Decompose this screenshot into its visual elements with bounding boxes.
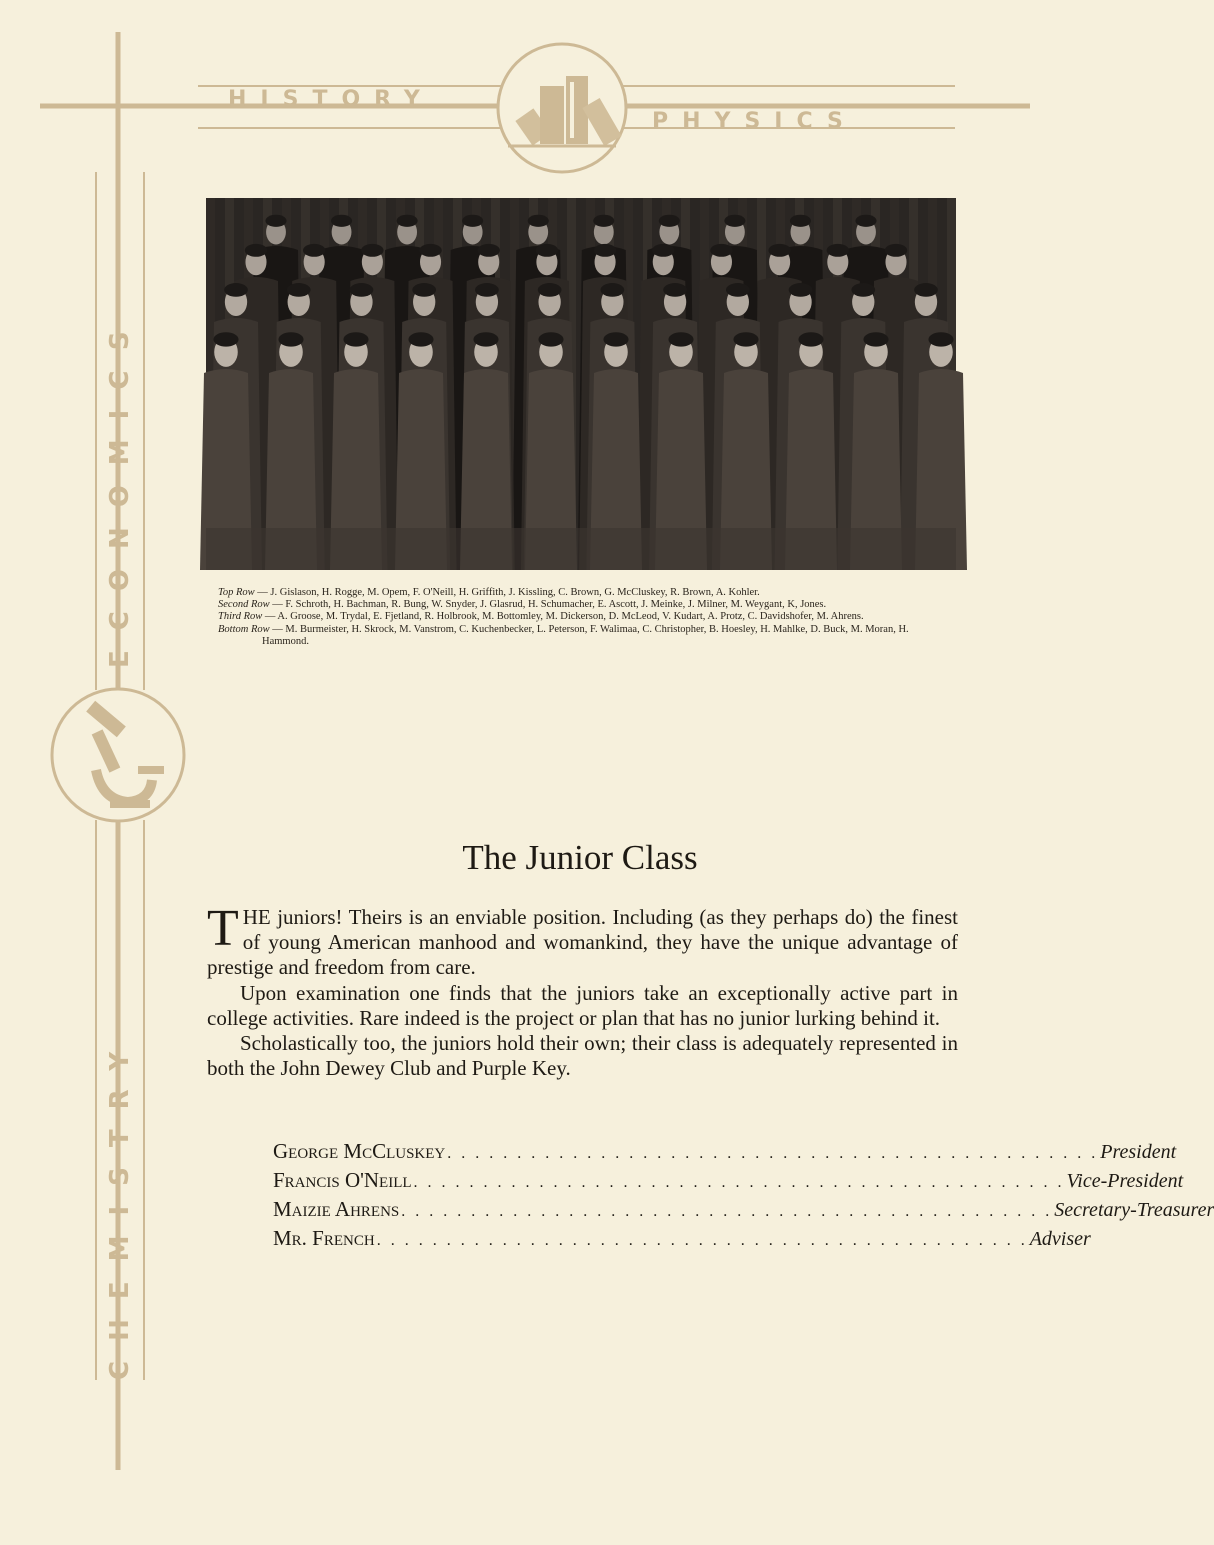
person-hair <box>331 215 352 227</box>
person-hair <box>538 283 562 297</box>
person-hair <box>224 283 248 297</box>
person-hair <box>885 244 907 257</box>
person-hair <box>412 283 436 297</box>
person-hair <box>652 244 674 257</box>
person-hair <box>593 215 614 227</box>
officer-name: Francis O'Neill <box>273 1168 412 1192</box>
officer-role: Secretary-Treasurer <box>1054 1199 1214 1221</box>
person-hair <box>663 283 687 297</box>
leader-dots: . . . . . . . . . . . . . . . . . . . . . . . . . . . . . . . . . . . . . . . . . . . . . . . <box>413 1174 1065 1191</box>
person-hair <box>790 215 811 227</box>
photo-floor <box>206 528 956 570</box>
person-hair <box>343 332 368 346</box>
row-label: Second Row <box>218 599 270 611</box>
chemistry-label: CHEMISTRY <box>105 1031 135 1380</box>
person-hair <box>798 332 823 346</box>
photo-captions <box>218 587 958 648</box>
class-group-photo <box>206 198 956 570</box>
person-hair <box>724 215 745 227</box>
row-names: — A. Groose, M. Trydal, E. Fjetland, R. Holbrook, M. Bottomley, M. Dickerson, D. McLeod, V. Kudart, A. Protz, C. Davidshofer, M. Ahrens. <box>264 611 864 623</box>
person-hair <box>733 332 758 346</box>
physics-label: PHYSICS <box>652 109 857 134</box>
paragraph-3: Scholastically too, the juniors hold their own; their class is adequately represented in both the John Dewey Club and Purple Key. <box>207 1031 958 1081</box>
row-names: — F. Schroth, H. Bachman, R. Bung, W. Snyder, J. Glasrud, H. Schumacher, E. Ascott, J. Meinke, J. Milner, M. Weygant, K, Jones. <box>272 599 827 611</box>
officer-name: Maizie Ahrens <box>273 1197 400 1221</box>
officer-name: George McCluskey <box>273 1139 446 1163</box>
person-hair <box>914 283 938 297</box>
person-hair <box>419 244 441 257</box>
article-body <box>207 900 958 1081</box>
person-hair <box>600 283 624 297</box>
books-icon <box>498 44 626 172</box>
person-hair <box>668 332 693 346</box>
person-hair <box>278 332 303 346</box>
caption-third-row <box>218 611 958 623</box>
person-hair <box>789 283 813 297</box>
row-label: Third Row <box>218 611 263 623</box>
person-hair <box>397 215 418 227</box>
person-hair <box>213 332 238 346</box>
person-hair <box>475 283 499 297</box>
officer-entry <box>273 1167 1184 1196</box>
person-hair <box>245 244 267 257</box>
row-names: — J. Gislason, H. Rogge, M. Opem, F. O'Neill, H. Griffith, J. Kissling, C. Brown, G. McCluskey, R. Brown, A. Kohler. <box>257 587 760 598</box>
person-hair <box>768 244 790 257</box>
officer-entry <box>273 1225 1091 1254</box>
person-hair <box>265 215 286 227</box>
row-label: Top Row <box>218 587 255 598</box>
person-hair <box>350 283 374 297</box>
leader-dots: . . . . . . . . . . . . . . . . . . . . . . . . . . . . . . . . . . . . . . . . . . . . . . . <box>376 1232 1028 1249</box>
officer-entry <box>273 1196 1214 1225</box>
person-hair <box>408 332 433 346</box>
officer-list <box>273 1138 1214 1254</box>
officer-role: President <box>1100 1141 1177 1163</box>
person-hair <box>478 244 500 257</box>
paragraph-1 <box>207 900 958 981</box>
person-hair <box>659 215 680 227</box>
leader-dots: . . . . . . . . . . . . . . . . . . . . . . . . . . . . . . . . . . . . . . . . . . . . . . . <box>447 1145 1099 1162</box>
leader-dots: . . . . . . . . . . . . . . . . . . . . . . . . . . . . . . . . . . . . . . . . . . . . . . . <box>401 1203 1053 1220</box>
person-hair <box>462 215 483 227</box>
person-hair <box>603 332 628 346</box>
drop-cap: T <box>207 900 239 957</box>
officer-role: Adviser <box>1029 1228 1091 1250</box>
person-hair <box>594 244 616 257</box>
person-hair <box>528 215 549 227</box>
person-hair <box>855 215 876 227</box>
person-hair <box>538 332 563 346</box>
economics-label: ECONOMICS <box>105 311 135 668</box>
person-hair <box>863 332 888 346</box>
officer-entry <box>273 1138 1177 1167</box>
row-label: Bottom Row <box>218 623 270 635</box>
paragraph-1-text: HE juniors! Theirs is an enviable position. Including (as they perhaps do) the finest of young American manhood and womankind, they have the unique advantage of prestige and freedom from care. <box>207 905 958 980</box>
microscope-icon <box>52 689 184 821</box>
person-hair <box>303 244 325 257</box>
person-hair <box>287 283 311 297</box>
history-label: HISTORY <box>228 87 434 112</box>
officer-role: Vice-President <box>1066 1170 1184 1192</box>
caption-top-row <box>218 587 958 599</box>
person-hair <box>361 244 383 257</box>
paragraph-2: Upon examination one finds that the juniors take an exceptionally active part in college activities. Rare indeed is the project or plan that has no junior lurking behind it. <box>207 980 958 1030</box>
caption-second-row <box>218 599 958 611</box>
person-hair <box>473 332 498 346</box>
caption-bottom-row <box>218 624 958 648</box>
person-hair <box>851 283 875 297</box>
person-hair <box>827 244 849 257</box>
person-hair <box>710 244 732 257</box>
person-hair <box>536 244 558 257</box>
row-names: — M. Burmeister, H. Skrock, M. Vanstrom, C. Kuchenbecker, L. Peterson, F. Walimaa, C. Christopher, B. Hoesley, H. Mahlke, D. Buck, M. Moran, H. Hammond. <box>262 623 909 647</box>
page-title: The Junior Class <box>462 838 698 877</box>
person-hair <box>928 332 953 346</box>
officer-name: Mr. French <box>273 1226 375 1250</box>
person-hair <box>726 283 750 297</box>
